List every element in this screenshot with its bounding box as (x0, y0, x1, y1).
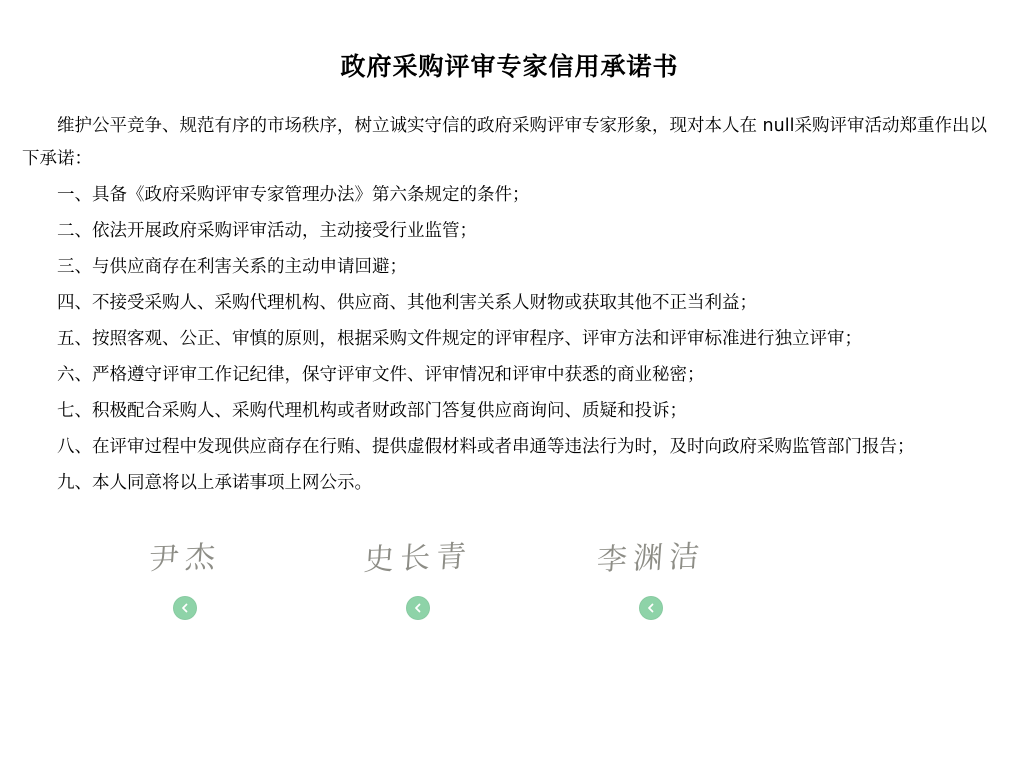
clause-item-7: 七、积极配合采购人、采购代理机构或者财政部门答复供应商询问、质疑和投诉； (57, 401, 687, 421)
signature-row (22, 536, 997, 656)
signature-badge-3[interactable] (639, 596, 663, 620)
clause-item-8: 八、在评审过程中发现供应商存在行贿、提供虚假材料或者串通等违法行为时，及时向政府采购监管部门报告； (57, 437, 915, 457)
clause-item-3: 三、与供应商存在利害关系的主动申请回避； (57, 257, 407, 277)
clause-item-4: 四、不接受采购人、采购代理机构、供应商、其他利害关系人财物或获取其他不正当利益； (57, 293, 757, 313)
intro-paragraph: 维护公平竞争、规范有序的市场秩序，树立诚实守信的政府采购评审专家形象，现对本人在 null采购评审活动郑重作出以下承诺： (22, 116, 987, 169)
signature-badge-1[interactable] (173, 596, 197, 620)
clause-item-5: 五、按照客观、公正、审慎的原则，根据采购文件规定的评审程序、评审方法和评审标准进行独立评审； (57, 329, 862, 349)
signature-badge-2[interactable] (406, 596, 430, 620)
clause-item-6: 六、严格遵守评审工作记纪律，保守评审文件、评审情况和评审中获悉的商业秘密； (57, 365, 705, 385)
document-page (0, 50, 1019, 768)
document-body (22, 110, 997, 656)
clause-item-1: 一、具备《政府采购评审专家管理办法》第六条规定的条件； (57, 185, 530, 205)
signature-block-2 (333, 536, 503, 620)
clause-item-2: 二、依法开展政府采购评审活动，主动接受行业监管； (57, 221, 477, 241)
signature-block-1 (100, 536, 270, 620)
clause-item-9: 九、本人同意将以上承诺事项上网公示。 (57, 473, 372, 493)
signature-name-3: 李渊洁 (595, 539, 707, 578)
chevron-left-icon (173, 596, 197, 620)
signature-name-1: 尹杰 (147, 539, 223, 578)
chevron-left-icon (406, 596, 430, 620)
signature-name-2: 史长青 (362, 539, 474, 578)
signature-block-3 (566, 536, 736, 620)
page-title: 政府采购评审专家信用承诺书 (340, 52, 679, 81)
chevron-left-icon (639, 596, 663, 620)
